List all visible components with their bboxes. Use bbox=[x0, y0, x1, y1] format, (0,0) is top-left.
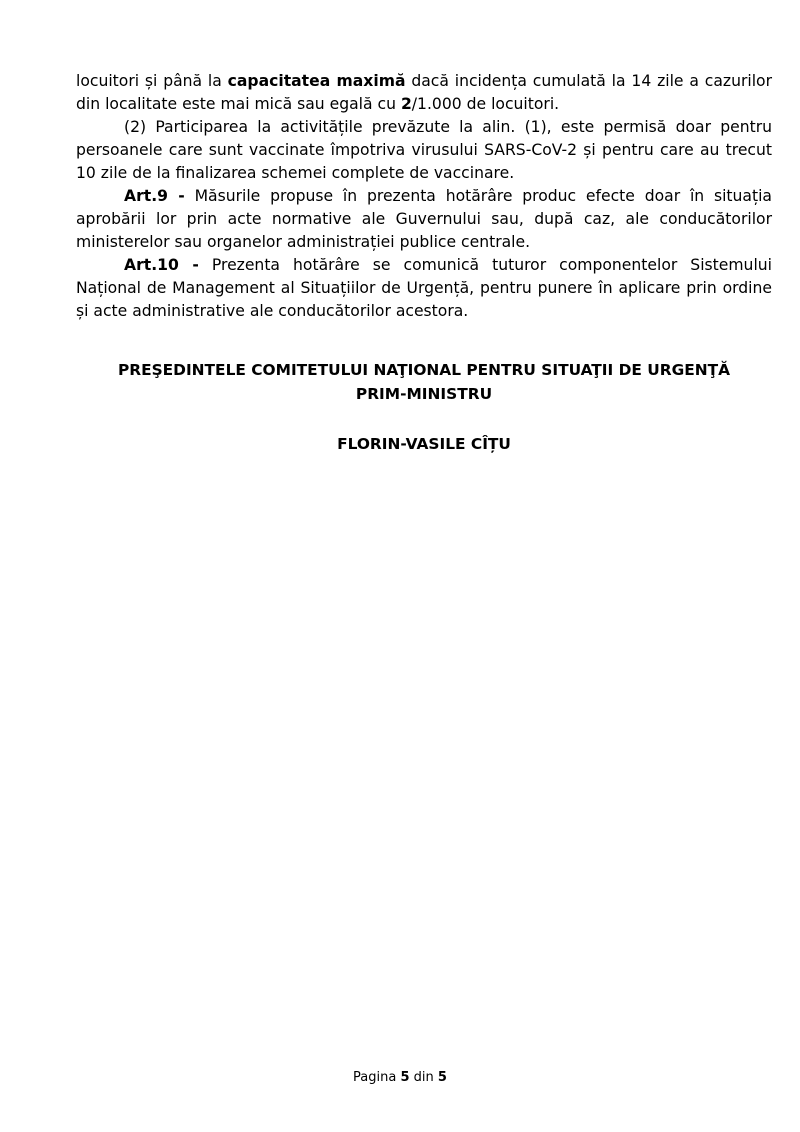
article-10-label: Art.10 - bbox=[124, 256, 199, 274]
bold-phrase: capacitatea maximă bbox=[227, 72, 406, 90]
bold-number: 2 bbox=[400, 95, 412, 113]
signature-title: PREŞEDINTELE COMITETULUI NAŢIONAL PENTRU SITUAŢII DE URGENŢĂ bbox=[117, 361, 731, 379]
article-9 bbox=[76, 185, 772, 254]
text-span: locuitori și până la bbox=[76, 72, 228, 90]
article-9-label: Art.9 - bbox=[124, 187, 185, 205]
paragraph-continuation bbox=[76, 70, 772, 116]
document-body bbox=[76, 70, 772, 323]
footer-current-page: 5 bbox=[400, 1070, 410, 1085]
article-10 bbox=[76, 254, 772, 323]
page-footer bbox=[0, 1069, 800, 1087]
signature-role: PRIM-MINISTRU bbox=[355, 385, 493, 403]
article-9-text: Măsurile propuse în prezenta hotărâre produc efecte doar în situația aprobării lor prin acte normative ale Guvernului sau, după caz, ale conducătorilor ministerelor sau organelor administrației publice centrale. bbox=[76, 187, 772, 251]
paragraph-alin-2: (2) Participarea la activitățile prevăzute la alin. (1), este permisă doar pentru persoanele care sunt vaccinate împotriva virusului SARS-CoV-2 și pentru care au trecut 10 zile de la finalizarea schemei complete de vaccinare. bbox=[76, 118, 772, 182]
signature-block bbox=[60, 358, 788, 456]
footer-prefix: Pagina bbox=[353, 1070, 401, 1085]
footer-total-pages: 5 bbox=[437, 1070, 447, 1085]
text-span: dacă incidența cumulată la 14 zile a cazurilor din localitate este mai mică sau egală cu bbox=[76, 72, 772, 113]
signature-name: FLORIN-VASILE CÎȚU bbox=[337, 435, 511, 453]
footer-middle: din bbox=[409, 1070, 438, 1085]
text-span: /1.000 de locuitori. bbox=[411, 95, 560, 113]
article-10-text: Prezenta hotărâre se comunică tuturor componentelor Sistemului Național de Management al Situațiilor de Urgență, pentru punere în aplicare prin ordine și acte administrative ale conducătorilor acestora. bbox=[76, 256, 772, 320]
